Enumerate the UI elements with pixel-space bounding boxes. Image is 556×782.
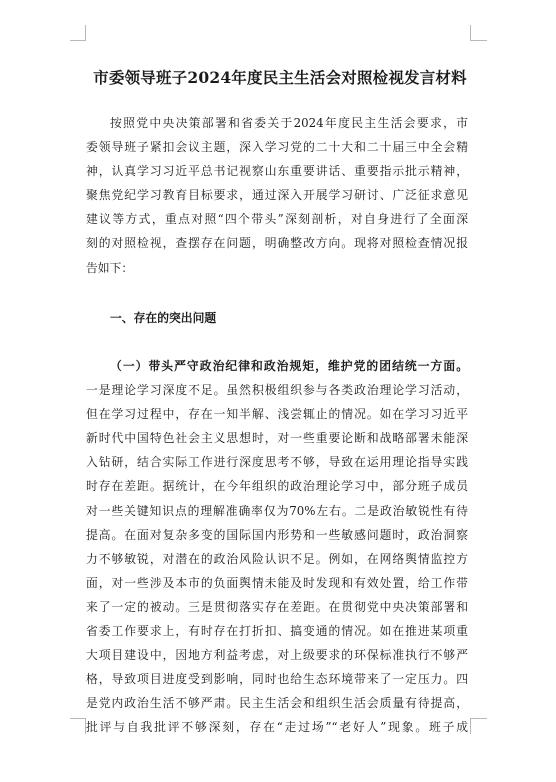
body-line: 是党内政治生活不够严肃。民主生活会和组织生活会质量有待提高， (86, 696, 468, 711)
paragraph-gap (86, 330, 468, 354)
crop-mark-top-left-h (70, 40, 86, 41)
body-line: 大项目建设中，因地方利益考虑，对上级要求的环保标准执行不够严 (86, 648, 468, 663)
section-heading: 一、存在的突出问题 (110, 310, 217, 325)
body-line: 提高。在面对复杂多变的国际国内形势和一些敏感问题时，政治洞察 (86, 527, 468, 542)
body-line: 面，对一些涉及本市的负面舆情未能及时发现和有效处置，给工作带 (86, 575, 468, 590)
intro-line: 神，认真学习习近平总书记视察山东重要讲话、重要指示批示精神， (86, 164, 468, 179)
crop-mark-bottom-left-h (70, 718, 86, 719)
crop-mark-bottom-right-v (470, 718, 471, 734)
intro-line: 告如下： (86, 260, 134, 275)
body-line: 来了一定的被动。三是贯彻落实存在差距。在贯彻党中央决策部署和 (86, 599, 468, 614)
crop-mark-top-right-v (470, 25, 471, 41)
intro-line: 刻的对照检视，查摆存在问题，明确整改方向。现将对照检查情况报 (86, 236, 468, 251)
subsection-heading: （一）带头严守政治纪律和政治规矩，维护党的团结统一方面。 (110, 358, 468, 373)
body-line: 省委工作要求上，有时存在打折扣、搞变通的情况。如在推进某项重 (86, 623, 468, 638)
paragraph-gap (86, 280, 468, 304)
intro-line: 聚焦党纪学习教育目标要求，通过深入开展学习研讨、广泛征求意见 (86, 188, 468, 203)
crop-mark-top-left-v (85, 25, 86, 41)
body-line: 入钻研，结合实际工作进行深度思考不够，导致在运用理论指导实践 (86, 455, 468, 470)
intro-line: 建议等方式，重点对照“四个带头”深刻剖析，对自身进行了全面深 (86, 212, 468, 227)
body-line: 格，导致项目进度受到影响，同时也给生态环境带来了一定压力。四 (86, 672, 468, 687)
body-line: 一是理论学习深度不足。虽然积极组织参与各类政治理论学习活动， (86, 383, 468, 398)
body-line: 新时代中国特色社会主义思想时，对一些重要论断和战略部署未能深 (86, 431, 468, 446)
document-title: 市委领导班子2024年度民主生活会对照检视发言材料 (93, 68, 467, 87)
intro-line: 委领导班子紧扣会议主题，深入学习党的二十大和二十届三中全会精 (86, 140, 468, 155)
intro-line: 按照党中央决策部署和省委关于2024年度民主生活会要求，市 (110, 116, 468, 130)
crop-mark-top-right-h (471, 40, 487, 41)
body-line: 批评与自我批评不够深刻，存在“走过场”“老好人”现象。班子成 (86, 720, 468, 735)
body-line: 力不够敏锐，对潜在的政治风险认识不足。例如，在网络舆情监控方 (86, 551, 468, 566)
body-line: 对一些关键知识点的理解准确率仅为70%左右。二是政治敏锐性有待 (86, 503, 468, 518)
body-line: 但在学习过程中，存在一知半解、浅尝辄止的情况。如在学习习近平 (86, 407, 468, 422)
crop-mark-bottom-right-h (471, 718, 487, 719)
document-body (86, 111, 468, 739)
body-line: 时存在差距。据统计，在今年组织的政治理论学习中，部分班子成员 (86, 479, 468, 494)
